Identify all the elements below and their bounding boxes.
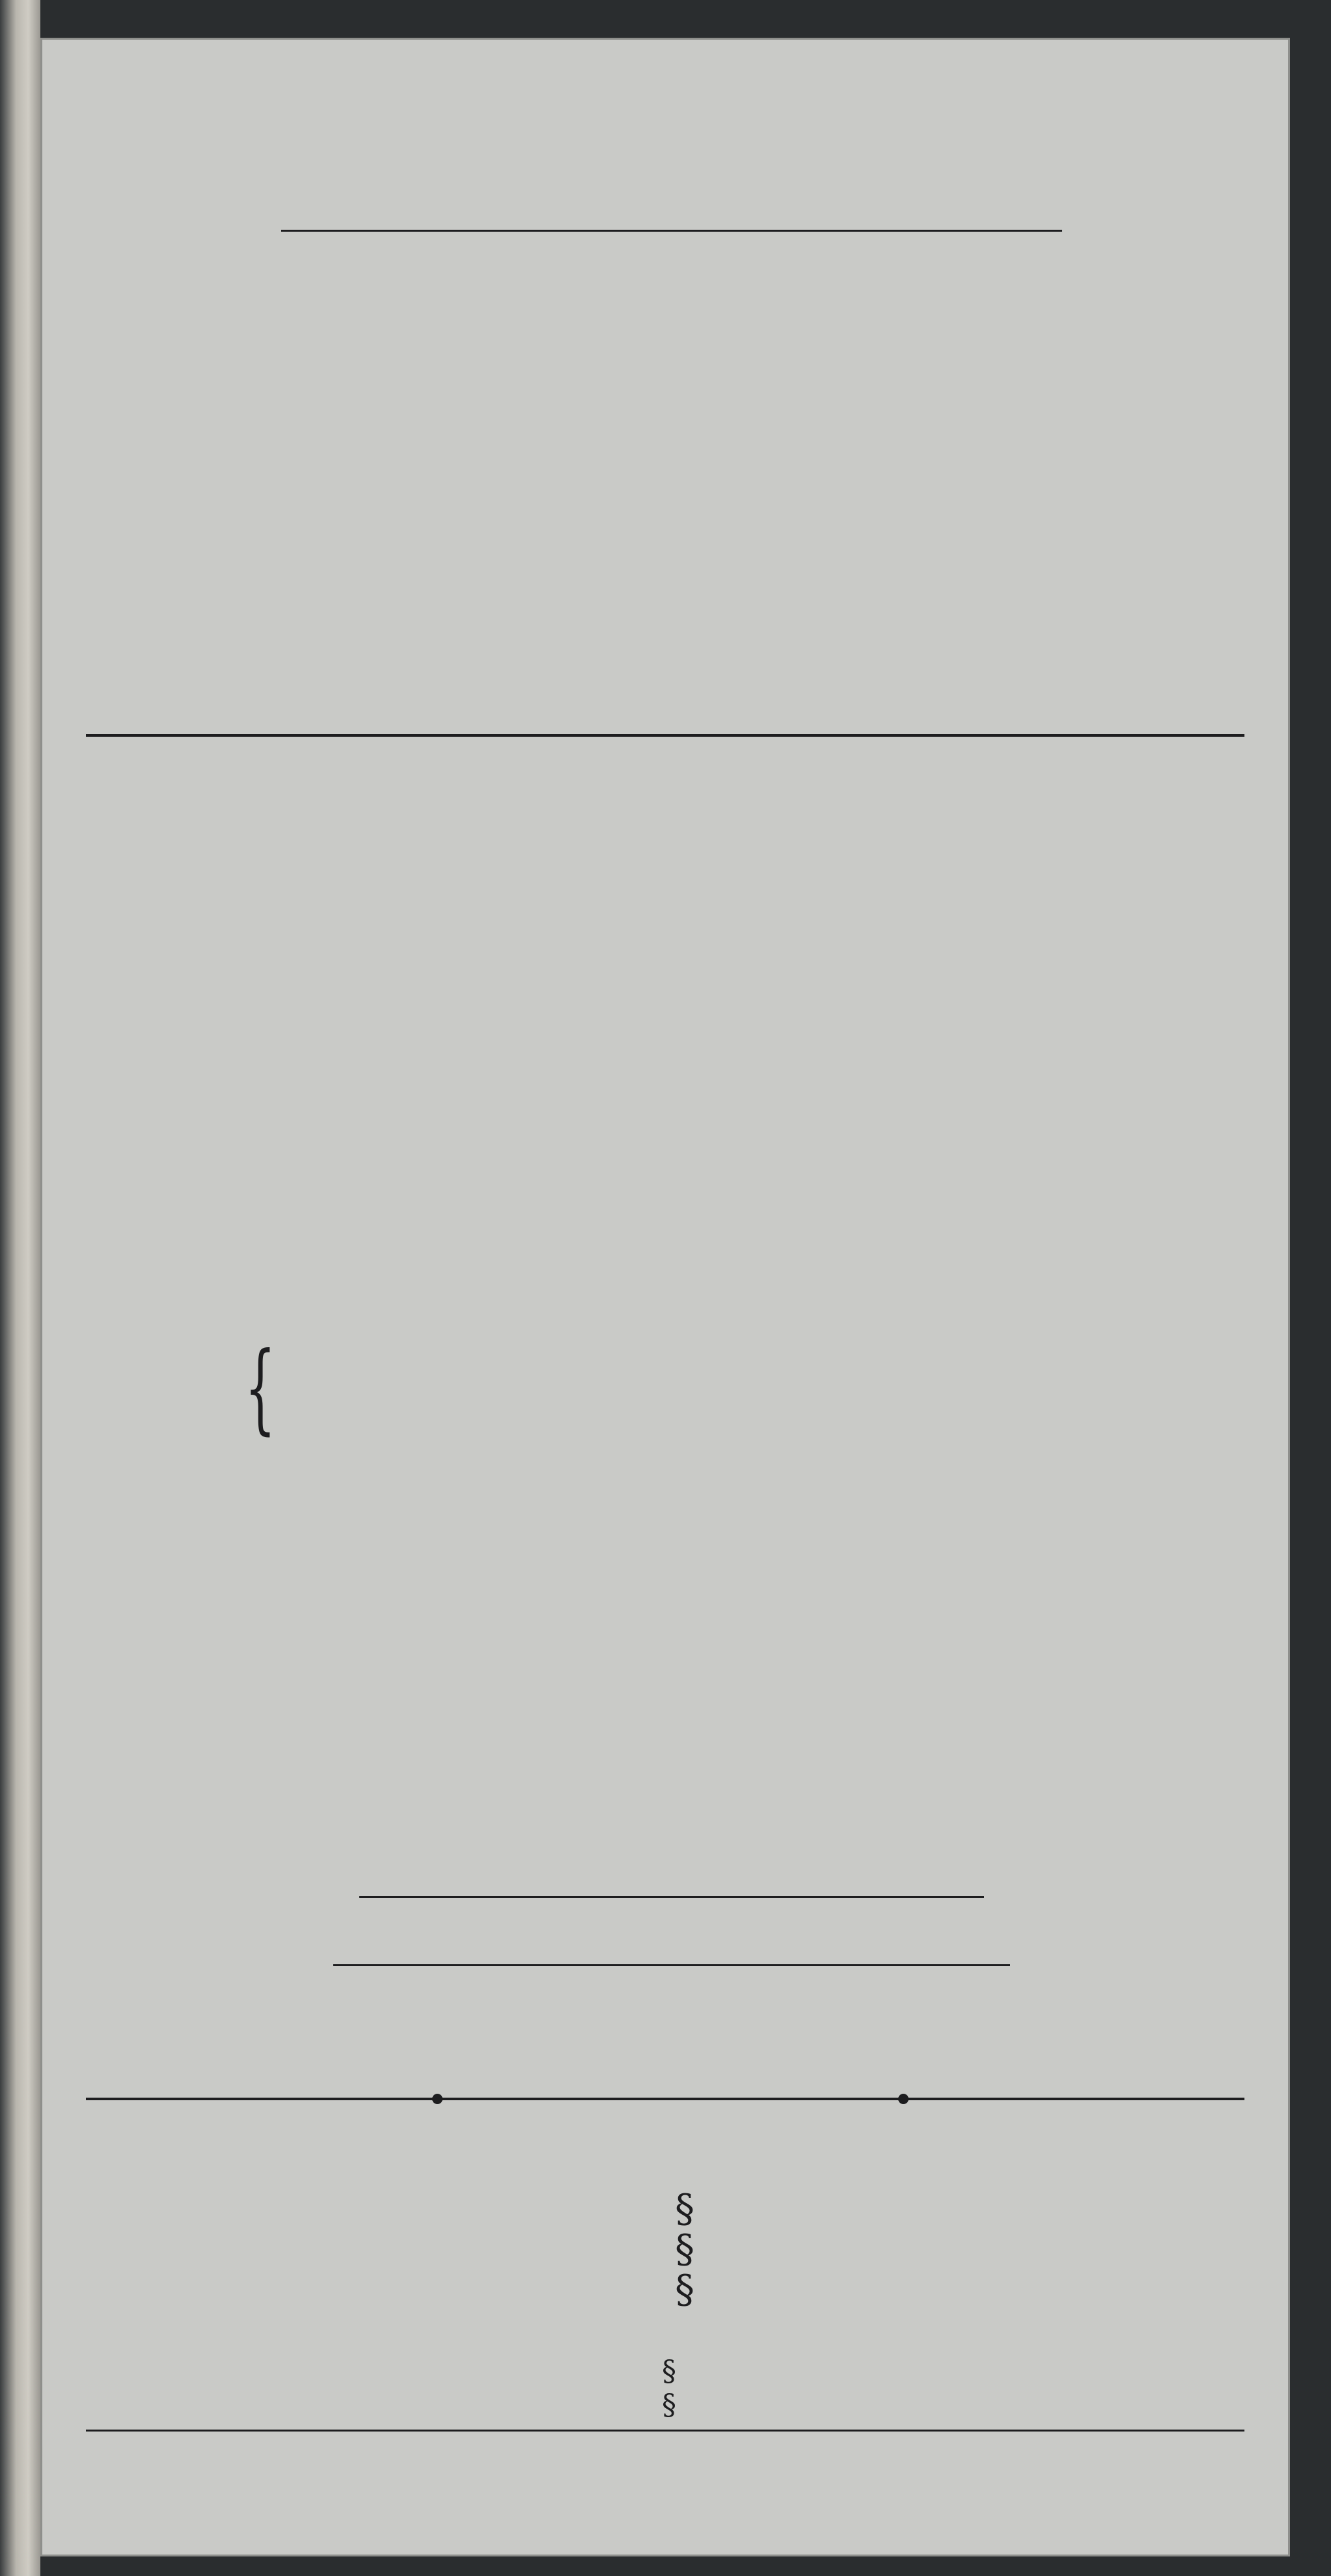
- price-column-divider: § § §: [675, 2186, 694, 2312]
- ornament-border-left: [40, 77, 79, 2517]
- divider-dot: [432, 2094, 443, 2104]
- divider: [281, 230, 1062, 232]
- ornament-border-right: [1251, 77, 1290, 2517]
- divider: [333, 1964, 1010, 1966]
- divider-dot: [898, 2094, 909, 2104]
- price-column-divider: § §: [662, 2355, 676, 2422]
- divider: [86, 2430, 1244, 2432]
- playbill-sheet: [40, 38, 1290, 2556]
- page-edge: [0, 0, 40, 2576]
- divider: [359, 1896, 984, 1898]
- ornament-border-top: [40, 38, 1290, 77]
- divider: [86, 734, 1244, 737]
- divider: [86, 2098, 1244, 2100]
- ornament-border-bottom: [40, 2517, 1290, 2556]
- brace-symbol: {: [245, 1332, 276, 1445]
- playbill-content: [86, 90, 1244, 2504]
